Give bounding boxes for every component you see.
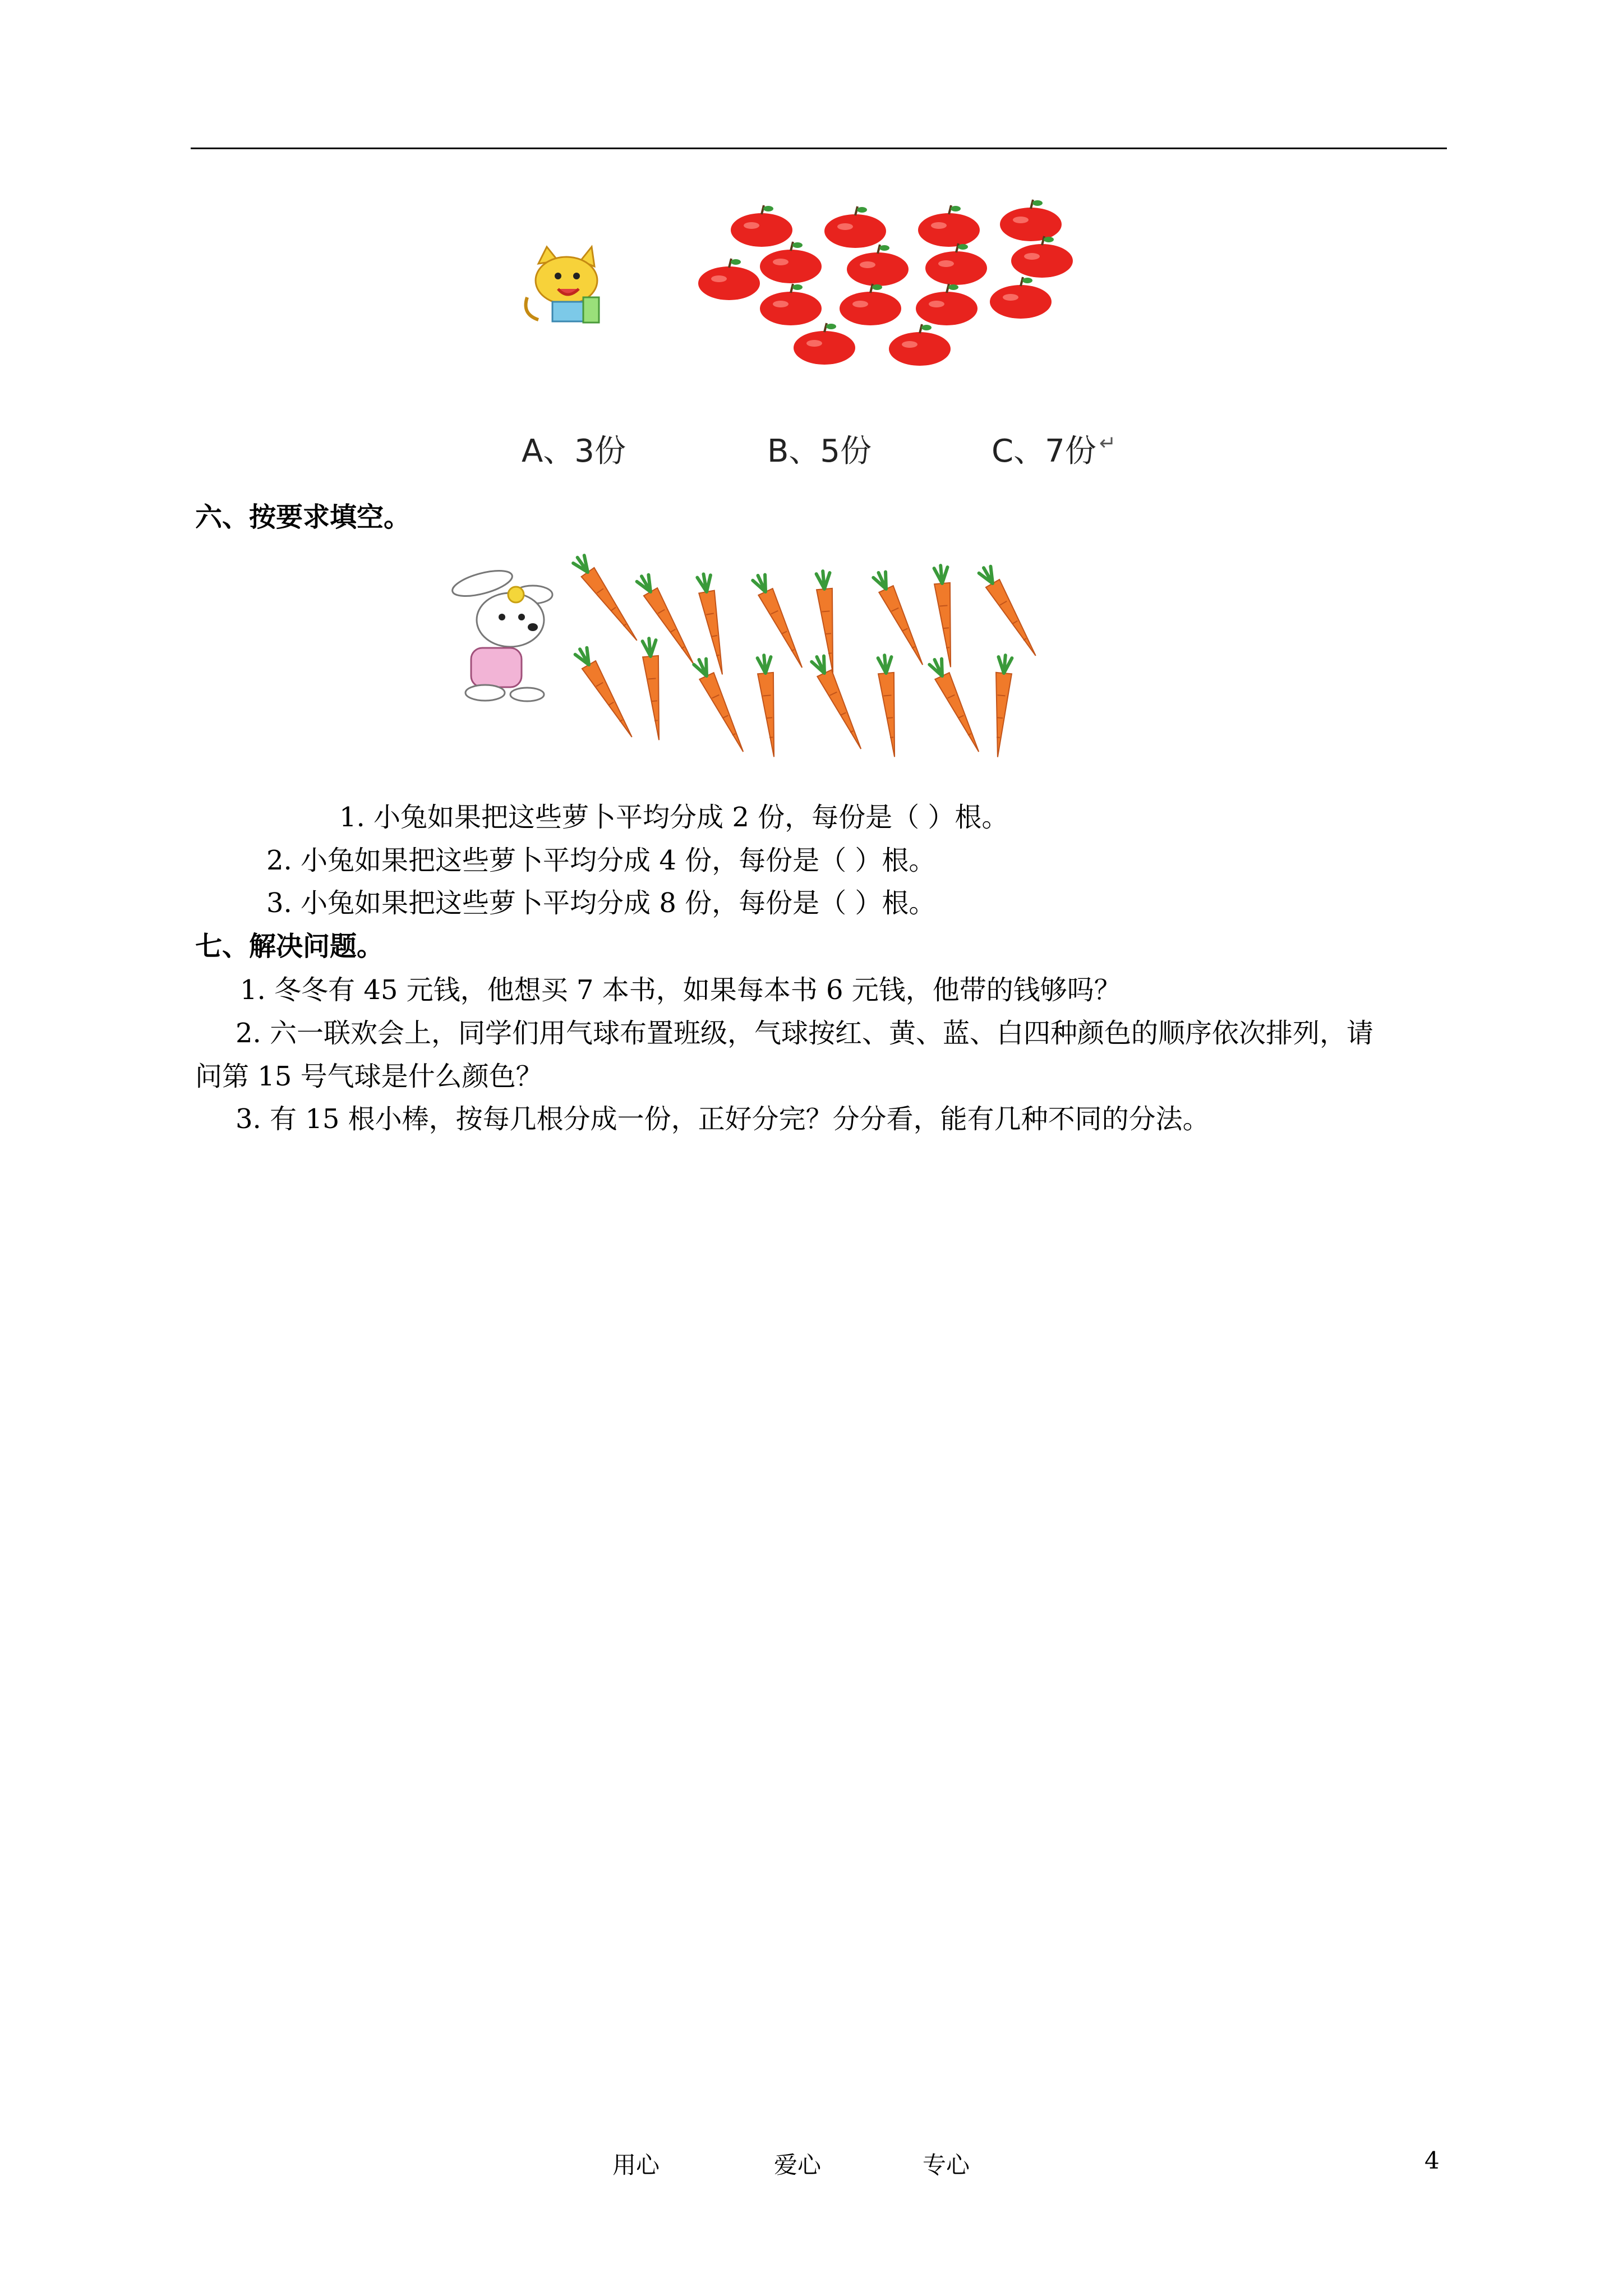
section7-title: 七、解决问题。 — [195, 931, 384, 962]
footer-word-2: 爱心 — [774, 2151, 822, 2179]
carrot-icon — [641, 638, 666, 741]
section6-question-1: 1. 小兔如果把这些萝卜平均分成 2 份，每份是（ ）根。 — [339, 802, 1009, 833]
carrot-icon — [872, 569, 929, 669]
apple-group — [698, 200, 1073, 366]
option-a: A、3份 — [522, 433, 626, 470]
apple-icon — [698, 259, 760, 300]
footer-word-3: 专心 — [923, 2151, 970, 2179]
option-b: B、5份 — [767, 433, 872, 470]
apple-icon — [731, 205, 792, 247]
option-c: C、7份 — [992, 433, 1096, 470]
apple-icon — [990, 277, 1052, 319]
carrot-icon — [571, 553, 642, 646]
carrot-icon — [989, 655, 1013, 758]
section6-question-2: 2. 小兔如果把这些萝卜平均分成 4 份，每份是（ ）根。 — [266, 845, 936, 876]
apple-icon — [916, 284, 978, 325]
carrot-icon — [933, 565, 957, 668]
carrot-icon — [810, 654, 867, 753]
footer-word-1: 用心 — [612, 2151, 660, 2179]
carrot-icon — [635, 572, 699, 669]
carrot-icon — [756, 655, 781, 758]
apple-icon — [1000, 200, 1062, 241]
paragraph-mark: ↵ — [1099, 432, 1117, 455]
apple-icon — [889, 324, 951, 366]
apple-icon — [760, 242, 822, 283]
section7-question-2-line2: 问第 15 号气球是什么颜色？ — [195, 1061, 543, 1092]
header-rule — [191, 148, 1447, 149]
rabbit-icon — [450, 565, 552, 701]
carrot-icon — [692, 656, 749, 756]
apple-icon — [925, 243, 987, 285]
carrot-group — [571, 553, 1041, 758]
section7-question-3: 3. 有 15 根小棒，按每几根分成一份，正好分完？分分看，能有几种不同的分法。 — [236, 1103, 1210, 1135]
section6-question-3: 3. 小兔如果把这些萝卜平均分成 8 份，每份是（ ）根。 — [266, 887, 936, 919]
section7-question-2-line1: 2. 六一联欢会上，同学们用气球布置班级，气球按红、黄、蓝、白四种颜色的顺序依次排列，请 — [236, 1018, 1374, 1049]
apple-icon — [918, 205, 980, 247]
carrot-icon — [928, 656, 985, 756]
apple-icon — [824, 206, 886, 248]
carrot-icon — [977, 564, 1041, 660]
section7-question-1: 1. 冬冬有 45 元钱，他想买 7 本书，如果每本书 6 元钱，他带的钱够吗？ — [240, 974, 1121, 1006]
carrots-figure — [443, 561, 1150, 780]
apple-icon — [847, 245, 909, 286]
apple-icon — [1011, 236, 1073, 278]
apple-icon — [840, 284, 901, 325]
cat-icon — [526, 247, 600, 323]
section6-title: 六、按要求填空。 — [195, 501, 411, 533]
carrot-icon — [877, 655, 901, 758]
carrot-icon — [751, 572, 808, 671]
apple-icon — [794, 323, 855, 365]
apples-figure — [527, 202, 1088, 381]
carrot-icon — [573, 645, 638, 742]
page-number: 4 — [1424, 2147, 1440, 2174]
apple-icon — [760, 284, 822, 325]
